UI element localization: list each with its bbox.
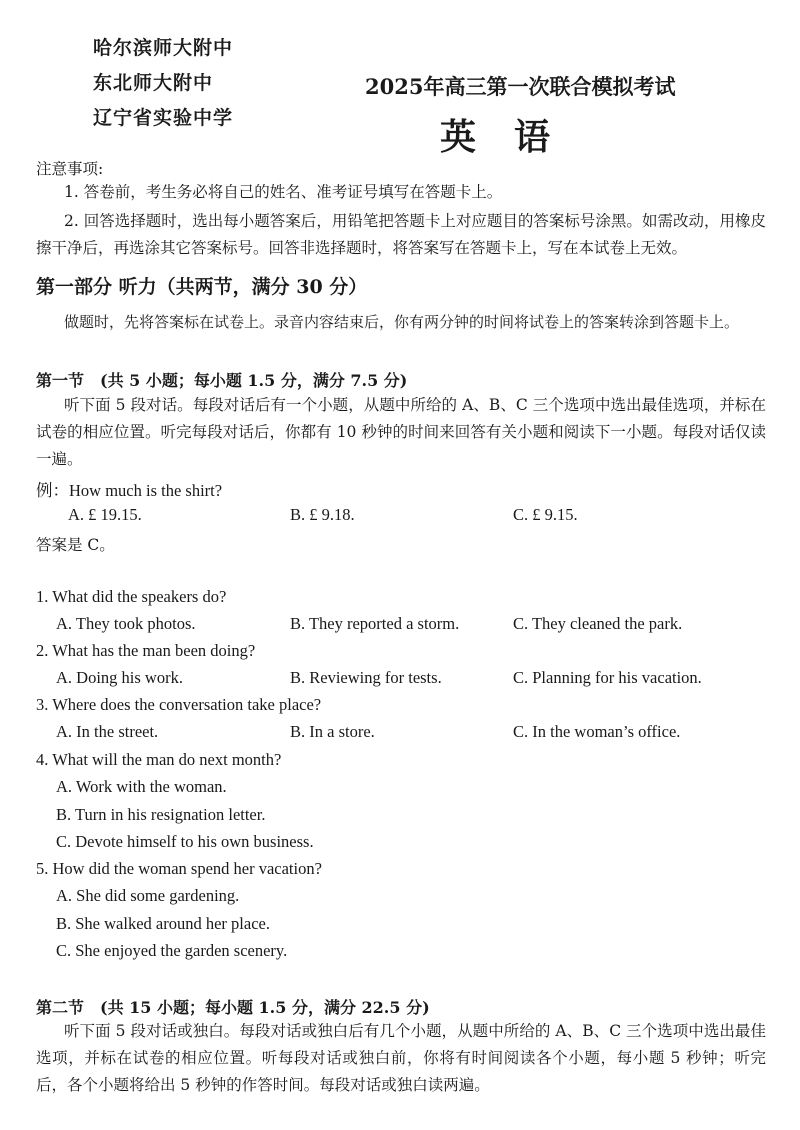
section2-heading: 第二节 (共 15 小题；每小题 1.5 分，满分 22.5 分): [36, 998, 430, 1017]
q5-option-b: B. She walked around her place.: [56, 914, 270, 933]
q1-option-a: A. They took photos.: [56, 614, 196, 633]
example-question: 例：How much is the shirt?: [36, 481, 223, 500]
q4-option-b: B. Turn in his resignation letter.: [56, 805, 266, 824]
q5-option-a: A. She did some gardening.: [56, 886, 240, 905]
part1-instruction: 做题时，先将答案标在试卷上。录音内容结束后，你有两分钟的时间将试卷上的答案转涂到答题卡上。: [64, 313, 740, 331]
section2-instruction: 听下面 5 段对话或独白。每段对话或独白后有几个小题，从题中所给的 A、B、C 三个选项中选出最佳选项，并标在试卷的相应位置。听每段对话或独白前，你将有时间阅读各个小题，每小题 5 秒钟；听完后，各个小题将给出 5 秒钟的作答时间。每段对话或独白读两遍。: [36, 1022, 766, 1094]
example-answer: 答案是 C。: [36, 536, 115, 554]
notice-item-2: 2. 回答选择题时，选出每小题答案后，用铅笔把答题卡上对应题目的答案标号涂黑。如需改动，用橡皮擦干净后，再选涂其它答案标号。回答非选择题时，将答案写在答题卡上，写在本试卷上无效。: [36, 212, 766, 257]
q3-option-c: C. In the woman’s office.: [513, 722, 681, 741]
q3-option-b: B. In a store.: [290, 722, 375, 741]
school-name-1: 哈尔滨师大附中: [93, 37, 234, 59]
q2-option-c: C. Planning for his vacation.: [513, 668, 702, 687]
section1-instruction: 听下面 5 段对话。每段对话后有一个小题，从题中所给的 A、B、C 三个选项中选出最佳选项，并标在试卷的相应位置。听完每段对话后，你都有 10 秒钟的时间来回答有关小题和阅读下一小题。每段对话仅读一遍。: [36, 396, 766, 468]
section1-heading: 第一节 (共 5 小题；每小题 1.5 分，满分 7.5 分): [36, 371, 408, 390]
q2-option-a: A. Doing his work.: [56, 668, 183, 687]
question-1: 1. What did the speakers do?: [36, 587, 227, 606]
q4-option-a: A. Work with the woman.: [56, 777, 227, 796]
question-3: 3. Where does the conversation take place?: [36, 695, 322, 714]
exam-title: 2025年高三第一次联合模拟考试: [365, 74, 676, 99]
q4-option-c: C. Devote himself to his own business.: [56, 832, 314, 851]
question-5: 5. How did the woman spend her vacation?: [36, 859, 322, 878]
q1-option-c: C. They cleaned the park.: [513, 614, 683, 633]
q2-option-b: B. Reviewing for tests.: [290, 668, 442, 687]
q1-option-b: B. They reported a storm.: [290, 614, 460, 633]
q5-option-c: C. She enjoyed the garden scenery.: [56, 941, 288, 960]
notice-item-1: 1. 答卷前，考生务必将自己的姓名、准考证号填写在答题卡上。: [64, 183, 503, 201]
exam-subject: 英语: [440, 116, 589, 158]
example-option-c: C. £ 9.15.: [513, 505, 578, 524]
school-name-2: 东北师大附中: [93, 72, 214, 94]
school-name-3: 辽宁省实验中学: [93, 107, 234, 129]
notice-label: 注意事项:: [36, 160, 104, 178]
example-option-b: B. £ 9.18.: [290, 505, 355, 524]
question-4: 4. What will the man do next month?: [36, 750, 282, 769]
part1-heading: 第一部分 听力（共两节，满分 30 分）: [36, 276, 368, 298]
example-option-a: A. £ 19.15.: [68, 505, 142, 524]
q3-option-a: A. In the street.: [56, 722, 159, 741]
question-2: 2. What has the man been doing?: [36, 641, 256, 660]
